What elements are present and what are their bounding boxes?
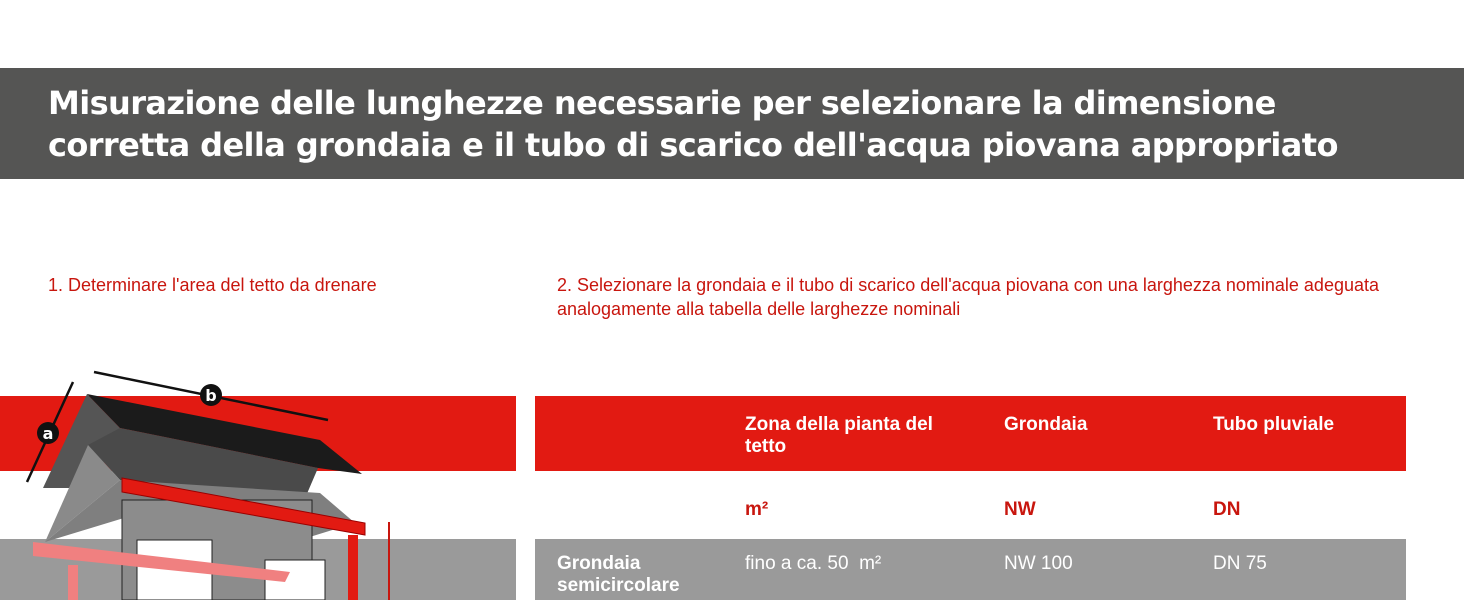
header-downpipe: Tubo pluviale — [1213, 414, 1335, 435]
unit-gutter: NW — [1004, 499, 1036, 520]
row-label: Grondaia semicircolare — [557, 553, 680, 596]
nominal-width-table — [535, 396, 1406, 600]
roof-illustration — [0, 360, 520, 600]
downpipe-value: DN 75 — [1213, 553, 1267, 574]
unit-roof-area: m² — [745, 499, 769, 520]
gutter-value: NW 100 — [1004, 553, 1073, 574]
downpipe — [348, 535, 358, 600]
title-line-1: Misurazione delle lunghezze necessarie per selezionare la dimensione — [48, 84, 1276, 122]
label-a: a — [42, 424, 54, 443]
header-roof-area: Zona della pianta del tetto — [745, 414, 933, 457]
header-gutter: Grondaia — [1004, 414, 1088, 435]
table-unit-row — [535, 471, 1406, 539]
page-title — [48, 82, 1338, 166]
step-1: 1. Determinare l'area del tetto da drenare — [48, 275, 377, 295]
table-header-row — [535, 396, 1406, 471]
roof-area-value: fino a ca. 50 m² — [745, 553, 882, 574]
unit-downpipe: DN — [1213, 499, 1241, 520]
label-b: b — [205, 386, 217, 405]
title-banner — [0, 68, 1464, 179]
title-line-2: corretta della grondaia e il tubo di scarico dell'acqua piovana appropriato — [48, 126, 1338, 164]
step-2: 2. Selezionare la grondaia e il tubo di scarico dell'acqua piovana con una larghezza nominale adeguata analogamente alla tabella delle larghezze nominali — [557, 275, 1379, 319]
downpipe — [68, 565, 78, 600]
table-row — [535, 539, 1406, 600]
